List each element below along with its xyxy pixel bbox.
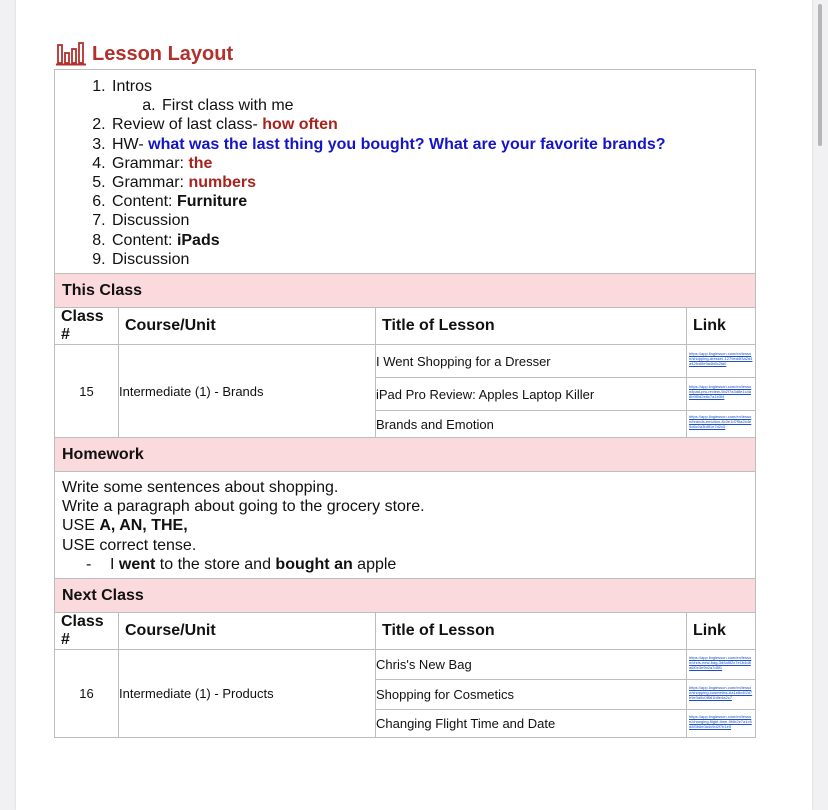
- class-number: 16: [55, 650, 119, 738]
- this-class-banner: This Class: [55, 274, 756, 308]
- outline-item: 3. HW- what was the last thing you bought? What are your favorite brands?: [110, 135, 755, 154]
- next-class-banner: Next Class: [55, 579, 756, 613]
- page-title: Lesson Layout: [92, 43, 234, 65]
- lesson-link[interactable]: https://app.linglesson.com/en/lesson/shopping-dresser-1279ed4f3a2d4a42fcd5e9a4b8c2fa0: [689, 351, 753, 367]
- col-header-class-num: Class #: [55, 613, 119, 650]
- col-header-link: Link: [687, 308, 756, 345]
- lesson-layout-heading: [56, 36, 233, 66]
- outline-item: 9. Discussion: [110, 250, 755, 269]
- course-unit: Intermediate (1) - Brands: [119, 345, 376, 438]
- outline-item: 8. Content: iPads: [110, 231, 755, 250]
- homework-row: [55, 472, 756, 579]
- outline-item: 4. Grammar: the: [110, 154, 755, 173]
- homework-line: Write some sentences about shopping.: [62, 479, 339, 497]
- outline-item: 6. Content: Furniture: [110, 192, 755, 211]
- lesson-title: Changing Flight Time and Date: [376, 710, 687, 738]
- homework-banner: Homework: [55, 438, 756, 472]
- outline-subitem: a. First class with me: [160, 96, 755, 115]
- lesson-link[interactable]: https://app.linglesson.com/en/lesson/shopping-cosmetics-6a1e8c4f2d7b9e3a5c0f8d1b6e4a2c7: [689, 684, 753, 700]
- next-class-header-row: [55, 613, 756, 650]
- table-row: [55, 345, 756, 378]
- lesson-outline: [55, 70, 756, 274]
- col-header-title: Title of Lesson: [376, 308, 687, 345]
- homework-use-line: USE A, AN, THE,: [62, 517, 188, 535]
- this-class-header-row: [55, 308, 756, 345]
- outline-item: 1. Intros a. First class with me: [110, 77, 755, 115]
- scrollbar-thumb[interactable]: [818, 4, 822, 146]
- col-header-course-unit: Course/Unit: [119, 308, 376, 345]
- outline-row: [55, 70, 756, 274]
- bar-chart-icon: [56, 40, 86, 66]
- lesson-link[interactable]: https://app.linglesson.com/en/lesson/changing-flight-time-9f4b2e7a1c5d8f3b6e0a4c9d2f7b1e5: [689, 713, 752, 729]
- class-number: 15: [55, 345, 119, 438]
- col-header-class-num: Class #: [55, 308, 119, 345]
- col-header-title: Title of Lesson: [376, 613, 687, 650]
- scrollbar[interactable]: [816, 0, 824, 150]
- col-header-link: Link: [687, 613, 756, 650]
- table-row: [55, 650, 756, 680]
- lesson-title: Shopping for Cosmetics: [376, 680, 687, 710]
- lesson-link[interactable]: https://app.linglesson.com/en/lesson/brands-emotion-8c3e1d7f5a2b4e9d6c0a3b8f1e7d2c5: [689, 414, 752, 430]
- course-unit: Intermediate (1) - Products: [119, 650, 376, 738]
- outline-item: 2. Review of last class- how often: [110, 115, 755, 134]
- homework-tense-line: USE correct tense.: [62, 536, 197, 554]
- lesson-link[interactable]: https://app.linglesson.com/en/lesson/ipad-pro-review-5b2f7a3d8e1c4a6b9f0d2e8c7a1b3f4: [689, 384, 752, 400]
- lesson-title: I Went Shopping for a Dresser: [376, 345, 687, 378]
- homework-content: [55, 472, 756, 579]
- lesson-title: Brands and Emotion: [376, 411, 687, 438]
- lesson-title: Chris's New Bag: [376, 650, 687, 680]
- outline-item: 5. Grammar: numbers: [110, 173, 755, 192]
- lesson-title: iPad Pro Review: Apples Laptop Killer: [376, 378, 687, 411]
- lesson-link[interactable]: https://app.linglesson.com/en/lesson/chris-new-bag-3d9a5f2c7e1b4d8a6f0c3e9b2a7d5f1: [689, 654, 752, 670]
- homework-line: Write a paragraph about going to the grocery store.: [62, 498, 425, 516]
- lesson-table: [54, 69, 756, 738]
- homework-example: - I went to the store and bought an apple: [86, 555, 397, 573]
- col-header-course-unit: Course/Unit: [119, 613, 376, 650]
- outline-item: 7. Discussion: [110, 211, 755, 230]
